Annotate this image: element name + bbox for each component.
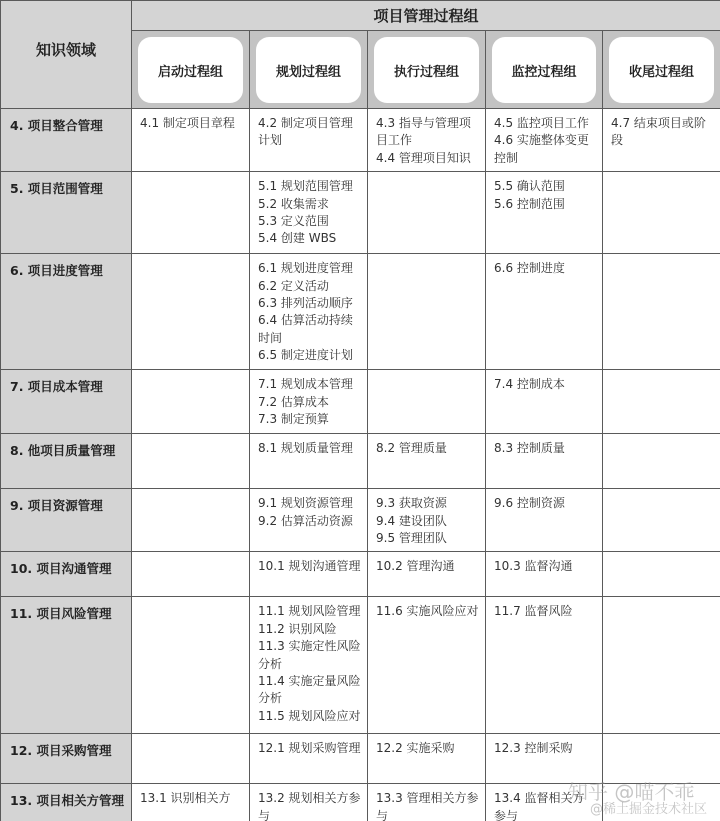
process-groups-title: 项目管理过程组 [132,1,720,31]
phase-header-1 [132,31,250,109]
process-cell [132,489,250,552]
process-cell [132,734,250,784]
process-cell [250,109,368,172]
process-cell [132,784,250,821]
process-item: 8.1 规划质量管理 [258,441,353,456]
process-item: 9.6 控制资源 [494,496,565,511]
phase-header-4 [486,31,603,109]
knowledge-area-cell: 6. 项目进度管理 [1,254,132,370]
process-cell [603,734,720,784]
process-cell [132,172,250,254]
process-cell [486,734,603,784]
process-cell [368,784,486,821]
process-cell [368,109,486,172]
table-row [1,109,720,172]
process-cell [603,489,720,552]
knowledge-area-cell: 4. 项目整合管理 [1,109,132,172]
process-cell [250,597,368,734]
knowledge-area-cell: 5. 项目范围管理 [1,172,132,254]
process-item: 12.3 控制采购 [494,741,573,756]
process-cell [132,254,250,370]
process-item: 6.3 排列活动顺序 [258,296,353,311]
process-item: 12.1 规划采购管理 [258,741,361,756]
process-cell [132,597,250,734]
process-item: 9.5 管理团队 [376,531,447,546]
knowledge-area-header: 知识领域 [1,1,132,109]
phase-header-3 [368,31,486,109]
table-row [1,552,720,597]
process-item: 11.4 实施定量风险分析 [258,674,361,706]
process-cell [368,734,486,784]
process-item: 5.2 收集需求 [258,196,329,211]
phase-header-5 [603,31,720,109]
process-item: 11.6 实施风险应对 [376,604,479,619]
process-cell [250,370,368,434]
process-item: 4.2 制定项目管理计划 [258,116,353,148]
process-cell [250,552,368,597]
process-cell [132,552,250,597]
process-cell [132,434,250,489]
process-cell [603,434,720,489]
process-item: 9.1 规划资源管理 [258,496,353,511]
process-item: 11.3 实施定性风险分析 [258,639,361,671]
knowledge-area-cell: 7. 项目成本管理 [1,370,132,434]
knowledge-area-cell: 8. 他项目质量管理 [1,434,132,489]
process-item: 8.2 管理质量 [376,441,447,456]
process-cell [368,172,486,254]
table-row [1,370,720,434]
process-item: 5.4 创建 WBS [258,231,337,246]
knowledge-area-cell: 12. 项目采购管理 [1,734,132,784]
process-cell [250,734,368,784]
knowledge-area-cell: 10. 项目沟通管理 [1,552,132,597]
process-item: 6.4 估算活动持续时间 [258,313,353,345]
process-cell [250,434,368,489]
process-item: 4.4 管理项目知识 [376,150,471,165]
process-cell [368,597,486,734]
process-item: 7.1 规划成本管理 [258,377,353,392]
table-row [1,172,720,254]
table-row [1,597,720,734]
process-cell [486,370,603,434]
process-item: 13.4 监督相关方参与 [494,791,585,821]
process-cell [603,172,720,254]
process-cell [603,109,720,172]
process-item: 6.6 控制进度 [494,261,565,276]
table-row [1,784,720,821]
process-cell [368,370,486,434]
process-item: 5.6 控制范围 [494,196,565,211]
process-cell [250,254,368,370]
process-cell [250,784,368,821]
process-cell [368,552,486,597]
process-item: 10.2 管理沟通 [376,559,455,574]
process-item: 9.3 获取资源 [376,496,447,511]
phase-card: 监控过程组 [492,37,596,103]
knowledge-area-cell: 11. 项目风险管理 [1,597,132,734]
process-cell [132,370,250,434]
phase-card: 启动过程组 [138,37,243,103]
watermark-zhihu: 知乎 @喵不乖 [568,780,695,804]
table-row [1,434,720,489]
process-item: 10.3 监督沟通 [494,559,573,574]
knowledge-area-cell: 9. 项目资源管理 [1,489,132,552]
header-row-groups [1,1,720,31]
process-cell [603,552,720,597]
process-item: 6.5 制定进度计划 [258,348,353,363]
process-cell [250,172,368,254]
process-item: 6.2 定义活动 [258,278,329,293]
process-item: 9.2 估算活动资源 [258,513,353,528]
process-cell [486,434,603,489]
process-cell [486,172,603,254]
process-cell [486,489,603,552]
process-item: 4.7 结束项目或阶段 [611,116,706,148]
knowledge-area-cell: 13. 项目相关方管理 [1,784,132,821]
process-cell [486,552,603,597]
process-item: 4.1 制定项目章程 [140,116,235,130]
process-item: 5.3 定义范围 [258,214,329,229]
table-row [1,254,720,370]
process-cell [486,109,603,172]
process-cell [486,254,603,370]
process-cell [132,109,250,172]
process-item: 9.4 建设团队 [376,513,447,528]
process-item: 7.4 控制成本 [494,377,565,392]
process-item: 13.2 规划相关方参与 [258,791,361,821]
phase-card: 收尾过程组 [609,37,714,103]
process-item: 11.7 监督风险 [494,604,573,619]
process-cell [603,597,720,734]
phase-header-2 [250,31,368,109]
watermark-juejin: @稀土掘金技术社区 [590,802,708,817]
process-cell [486,784,603,821]
process-item: 4.6 实施整体变更控制 [494,133,589,165]
process-item: 7.3 制定预算 [258,412,329,427]
process-item: 5.1 规划范围管理 [258,179,353,194]
process-item: 11.5 规划风险应对 [258,708,361,723]
table-row [1,734,720,784]
table-body [1,109,720,821]
process-cell [486,597,603,734]
table-row [1,489,720,552]
process-cell [603,370,720,434]
process-item: 5.5 确认范围 [494,179,565,194]
process-item: 13.1 识别相关方 [140,791,231,806]
process-item: 8.3 控制质量 [494,441,565,456]
process-cell [250,489,368,552]
process-item: 12.2 实施采购 [376,741,455,756]
process-cell [603,784,720,821]
phase-card: 执行过程组 [374,37,479,103]
process-cell [603,254,720,370]
process-cell [368,489,486,552]
phase-card: 规划过程组 [256,37,361,103]
process-item: 7.2 估算成本 [258,394,329,409]
process-item: 6.1 规划进度管理 [258,261,353,276]
process-item: 4.5 监控项目工作 [494,116,589,130]
process-item: 13.3 管理相关方参与 [376,791,479,821]
process-item: 4.3 指导与管理项目工作 [376,116,471,148]
process-item: 11.1 规划风险管理 [258,604,361,619]
process-cell [368,254,486,370]
process-cell [368,434,486,489]
process-item: 11.2 识别风险 [258,621,337,636]
process-item: 10.1 规划沟通管理 [258,559,361,574]
